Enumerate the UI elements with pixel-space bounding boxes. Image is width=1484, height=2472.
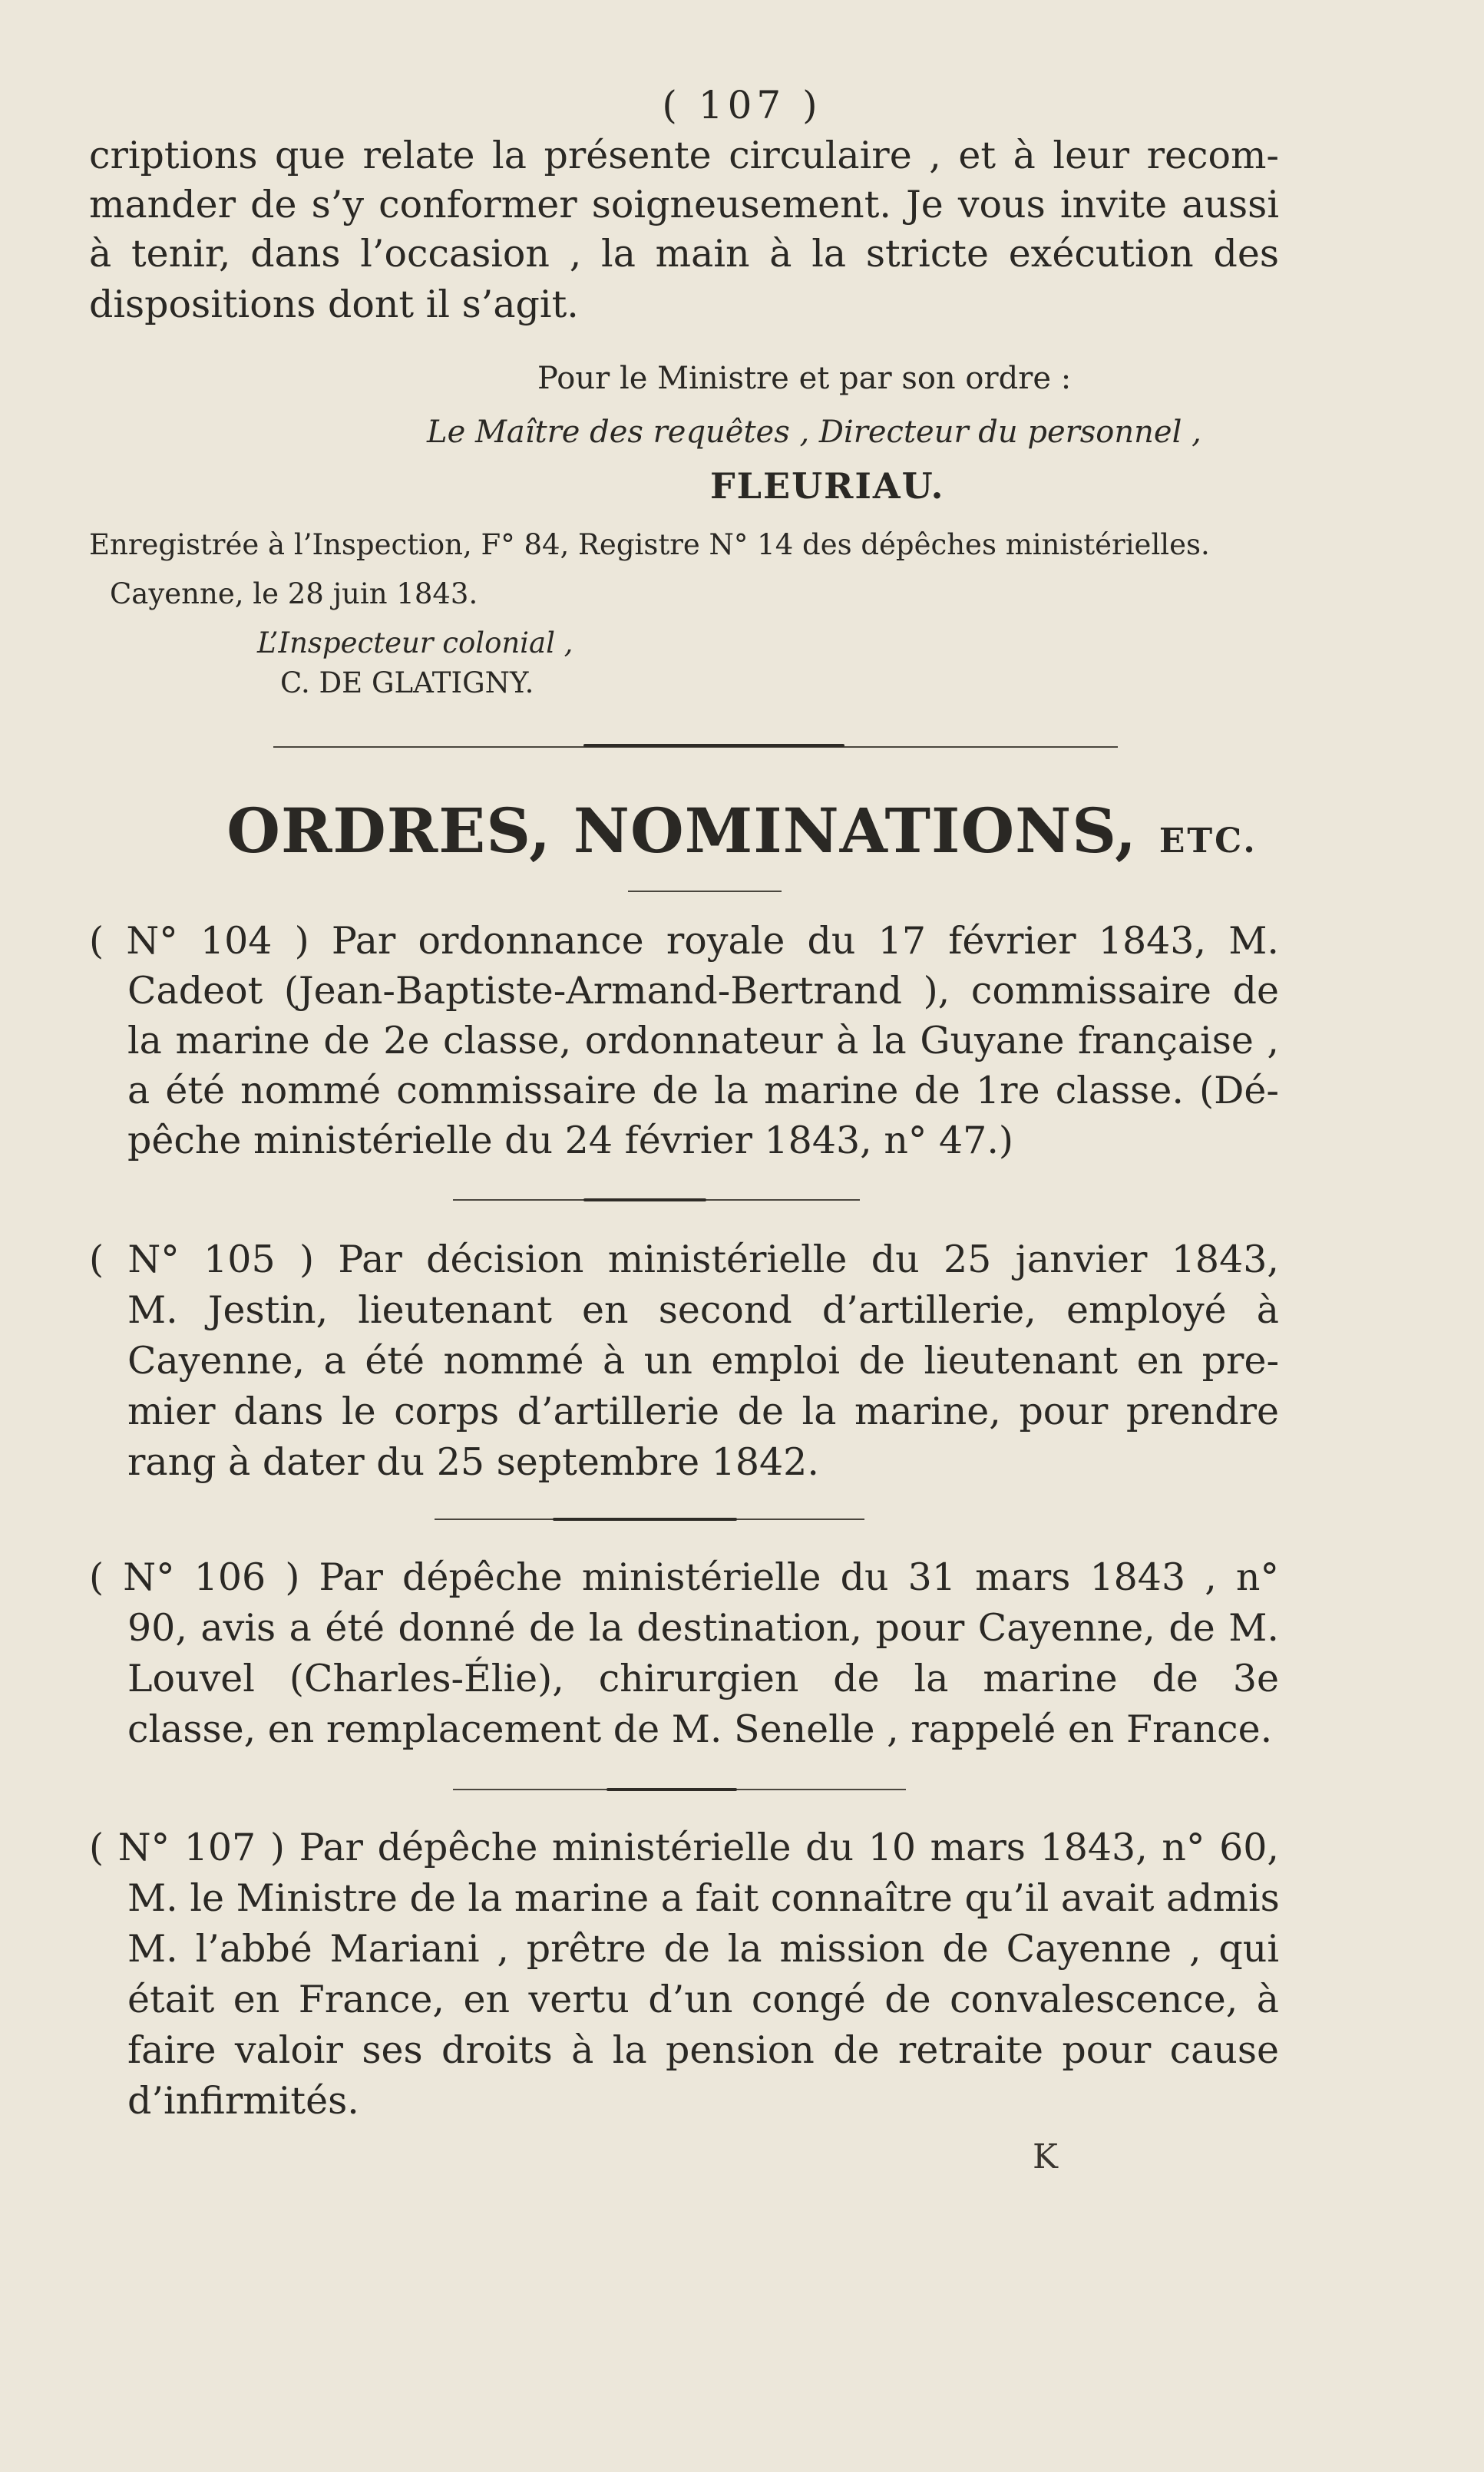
entry-106-line: Louvel (Charles-Élie), chirurgien de la marine de 3e — [127, 1657, 1279, 1700]
registration-line: Enregistrée à l’Inspection, F° 84, Registre N° 14 des dépêches ministérielles. — [89, 528, 1210, 561]
entry-106-line: 90, avis a été donné de la destination, pour Cayenne, de M. — [127, 1606, 1279, 1650]
intro-line: mander de s’y conformer soigneusement. Je vous invite aussi — [89, 183, 1279, 226]
registration-place-date: Cayenne, le 28 juin 1843. — [110, 577, 478, 610]
signature-role-line: Le Maître des requêtes , Directeur du personnel , — [427, 415, 1201, 450]
entry-107-line: M. l’abbé Mariani , prêtre de la mission de Cayenne , qui — [127, 1927, 1279, 1971]
entry-separator-ornament — [606, 1788, 737, 1791]
signature-order-line: Pour le Ministre et par son ordre : — [537, 361, 1072, 396]
entry-104-line: pêche ministérielle du 24 février 1843, n° 47.) — [127, 1119, 1014, 1162]
signature-mark: K — [1033, 2137, 1058, 2176]
intro-line: à tenir, dans l’occasion , la main à la stricte exécution des — [89, 232, 1279, 276]
entry-105-line: mier dans le corps d’artillerie de la marine, pour prendre — [127, 1390, 1279, 1433]
entry-106-line: classe, en remplacement de M. Senelle , rappelé en France. — [127, 1707, 1273, 1751]
inspector-title: L’Inspecteur colonial , — [257, 626, 573, 659]
page-number: ( 107 ) — [662, 83, 822, 127]
entry-104-line: Cadeot (Jean-Baptiste-Armand-Bertrand ), commissaire de — [127, 969, 1279, 1013]
entry-107-line: d’infirmités. — [127, 2079, 359, 2123]
entry-107-line: était en France, en vertu d’un congé de convalescence, à — [127, 1978, 1279, 2021]
entry-separator-ornament — [583, 1198, 706, 1201]
entry-107-line: faire valoir ses droits à la pension de retraite pour cause — [127, 2028, 1279, 2072]
section-title — [0, 795, 1484, 867]
separator-rule-ornament — [583, 744, 844, 747]
title-underline — [628, 891, 782, 892]
inspector-name: C. DE GLATIGNY. — [280, 666, 534, 699]
entry-105-line: M. Jestin, lieutenant en second d’artillerie, employé à — [127, 1288, 1279, 1332]
entry-104-line: la marine de 2e classe, ordonnateur à la Guyane française , — [127, 1019, 1279, 1062]
entry-107-line: M. le Ministre de la marine a fait connaître qu’il avait admis — [127, 1876, 1280, 1920]
entry-105-line: Cayenne, a été nommé à un emploi de lieutenant en pre- — [127, 1339, 1279, 1383]
intro-line: dispositions dont il s’agit. — [89, 283, 579, 326]
entry-107-line: ( N° 107 ) Par dépêche ministérielle du 10 mars 1843, n° 60, — [89, 1826, 1279, 1869]
entry-105-line: ( N° 105 ) Par décision ministérielle du 25 janvier 1843, — [89, 1238, 1279, 1281]
section-title-etc: ETC. — [1158, 821, 1258, 861]
entry-105-line: rang à dater du 25 septembre 1842. — [127, 1440, 819, 1484]
intro-line: criptions que relate la présente circulaire , et à leur recom- — [89, 134, 1279, 177]
entry-104-line: a été nommé commissaire de la marine de 1re classe. (Dé- — [127, 1069, 1279, 1112]
entry-104-line: ( N° 104 ) Par ordonnance royale du 17 février 1843, M. — [89, 919, 1279, 963]
section-title-text: ORDRES, NOMINATIONS, — [226, 795, 1138, 867]
entry-separator-ornament — [553, 1518, 737, 1521]
entry-106-line: ( N° 106 ) Par dépêche ministérielle du 31 mars 1843 , n° — [89, 1555, 1279, 1599]
signature-name: FLEURIAU. — [710, 465, 945, 507]
